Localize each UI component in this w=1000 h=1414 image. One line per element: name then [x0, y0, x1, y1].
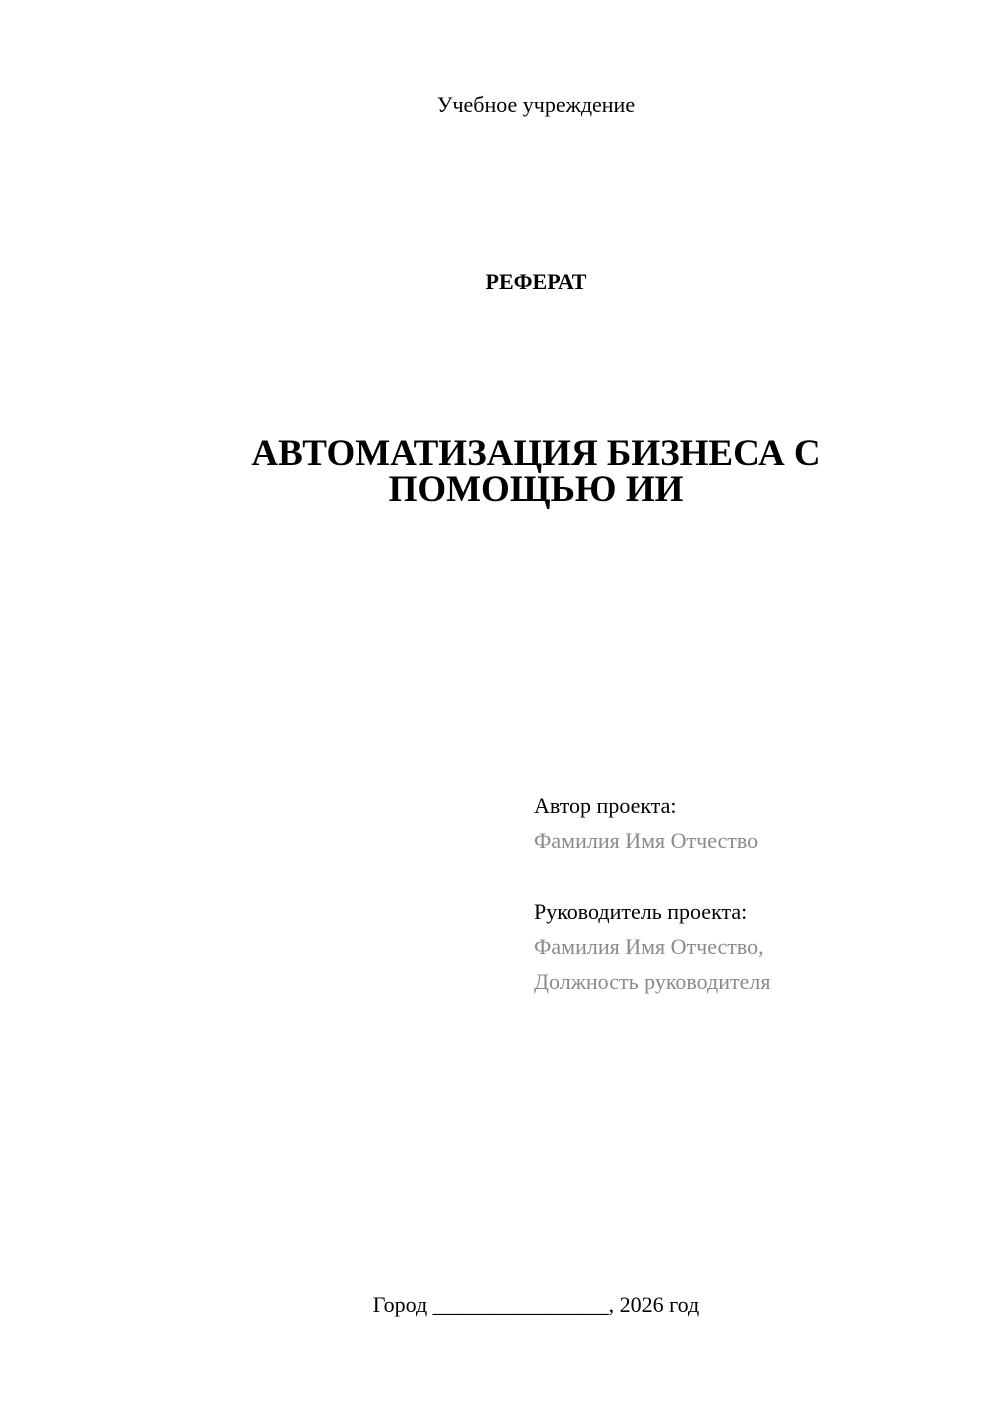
- author-name: Фамилия Имя Отчество: [534, 828, 759, 853]
- project-info: [534, 788, 974, 999]
- document-type: РЕФЕРАТ: [485, 269, 587, 294]
- title-line-1: АВТОМАТИЗАЦИЯ БИЗНЕСА С: [251, 433, 821, 474]
- institution-name: Учебное учреждение: [436, 92, 636, 117]
- author-label: Автор проекта:: [534, 793, 677, 818]
- info-spacer: [534, 858, 974, 894]
- city-year-line: Город ________________, 2026 год: [372, 1292, 700, 1317]
- supervisor-label: Руководитель проекта:: [534, 899, 748, 924]
- title-line-2: ПОМОЩЬЮ ИИ: [388, 469, 684, 510]
- supervisor-name: Фамилия Имя Отчество,: [534, 934, 764, 959]
- supervisor-position: Должность руководителя: [534, 969, 771, 994]
- document-title: [0, 433, 1000, 510]
